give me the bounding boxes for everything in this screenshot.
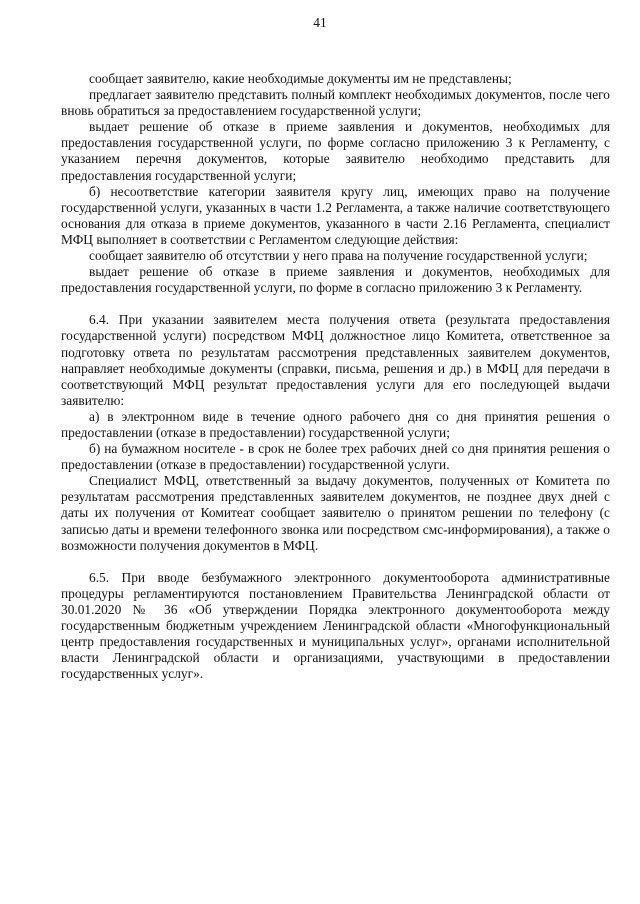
paragraph-item-b-category: б) несоответствие категории заявителя кругу лиц, имеющих право на получение государственной услуги, указанных в части 1.2 Регламента, а также наличие соответствующего основания для отказа в приеме документов, указанного в части 2.16 Регламента, специалист МФЦ выполняет в соответствии с Регламентом следующие действия: [61, 183, 610, 247]
paragraph-issue-refusal: выдает решение об отказе в приеме заявления и документов, необходимых для предоставления государственной услуги, по форме согласно приложению 3 к Регламенту, с указанием перечня документов, которые заявителю необходимо представить для предоставления государственной услуги; [61, 119, 610, 183]
paragraph-section-6-4: 6.4. При указании заявителем места получения ответа (результата предоставления государственной услуги) посредством МФЦ должностное лицо Комитета, ответственное за подготовку ответа по результатам рассмотрения представленных заявителем документов, направляет необходимые документы (справки, письма, решения и др.) в МФЦ для передачи в соответствующий МФЦ результат предоставления услуги для его последующей выдачи заявителю: [61, 312, 610, 408]
document-body [61, 71, 610, 682]
section-spacer [61, 554, 610, 570]
paragraph-offer-full-set: предлагает заявителю представить полный комплект необходимых документов, после чего вновь обратиться за предоставлением государственной услуги; [61, 87, 610, 119]
paragraph-inform-no-right: сообщает заявителю об отсутствии у него права на получение государственной услуги; [89, 248, 588, 264]
paragraph-section-6-5: 6.5. При вводе безбумажного электронного документооборота административные процедуры регламентируются постановлением Правительства Ленинградской области от 30.01.2020 № 36 «Об утверждении Порядка электронного документооборота между государственным бюджетным учреждением Ленинградской области «Многофункциональный центр предоставления государственных и муниципальных услуг», органами исполнительной власти Ленинградской области и организациями, участвующими в предоставлении государственных услуг». [61, 569, 610, 682]
paragraph-inform-missing-docs: сообщает заявителю, какие необходимые документы им не представлены; [89, 71, 512, 86]
paragraph-item-b-paper: б) на бумажном носителе - в срок не более трех рабочих дней со дня принятия решения о предоставлении (отказе в предоставлении) государственной услуги. [61, 441, 610, 473]
paragraph-issue-refusal-2: выдает решение об отказе в приеме заявления и документов, необходимых для предоставления государственной услуги, по форме в согласно приложению 3 к Регламенту. [61, 264, 610, 296]
page-number: 41 [313, 15, 327, 30]
paragraph-item-a-electronic: а) в электронном виде в течение одного рабочего дня со дня принятия решения о предоставлении (отказе в предоставлении) государственной услуги; [61, 408, 610, 440]
section-spacer [61, 296, 610, 312]
paragraph-mfc-specialist: Специалист МФЦ, ответственный за выдачу документов, полученных от Комитета по результатам рассмотрения представленных заявителем документов, не позднее двух дней с даты их получения от Комитеат сообщает заявителю о принятом решении по телефону (с записью даты и времени телефонного звонка или посредством смс-информирования), а также о возможности получения документов в МФЦ. [61, 473, 610, 553]
